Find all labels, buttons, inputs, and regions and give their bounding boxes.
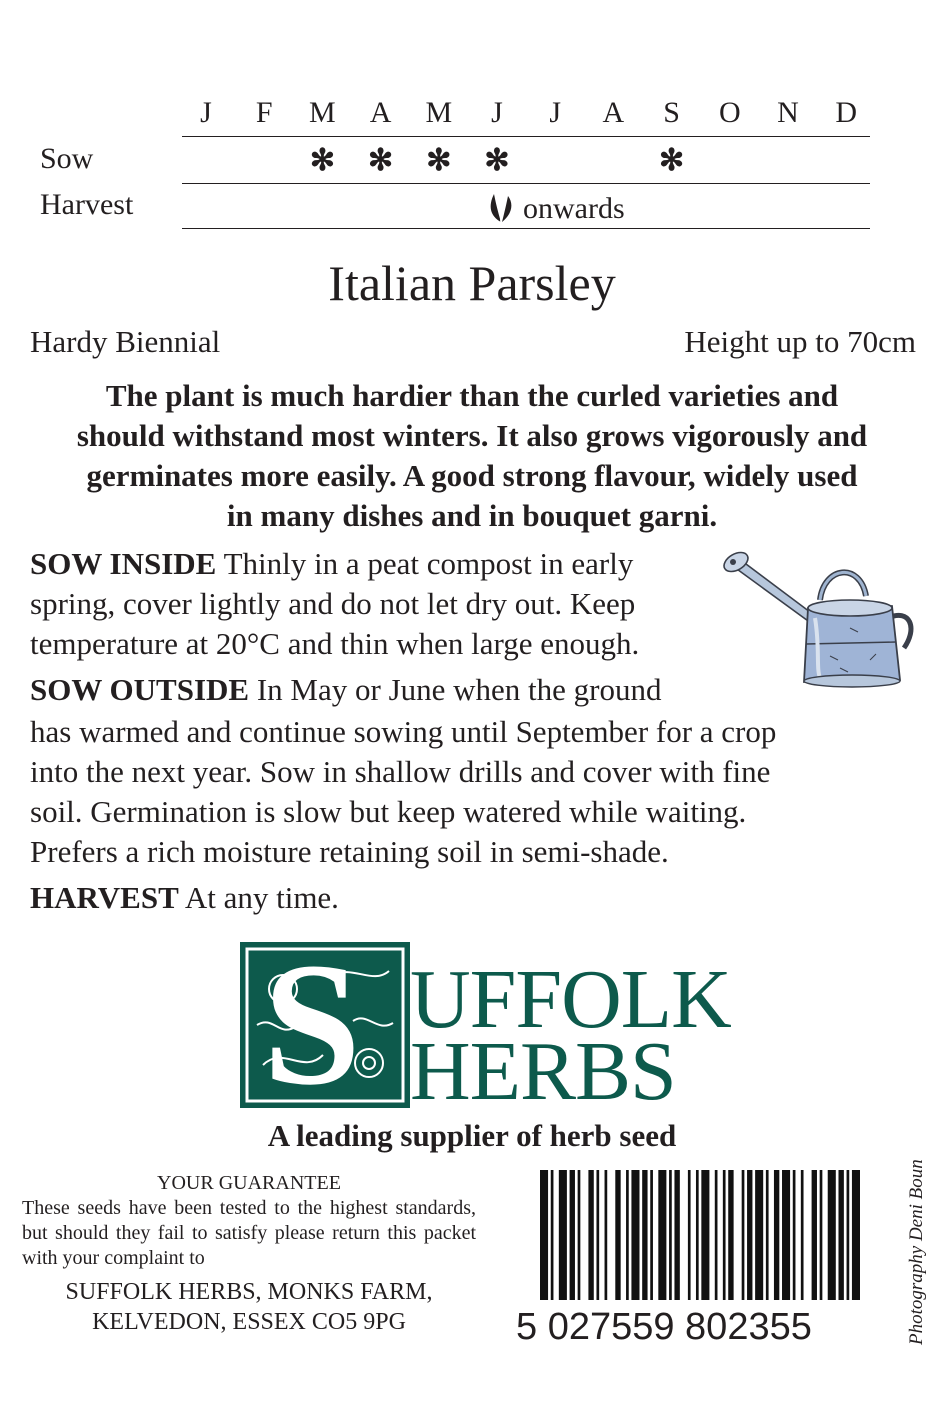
- barcode-bar: [852, 1170, 860, 1300]
- sow-marker: ✻: [484, 144, 510, 177]
- harvest-heading: HARVEST: [30, 880, 179, 915]
- plant-name: Italian Parsley: [328, 255, 616, 311]
- plant-type: Hardy Biennial: [30, 324, 221, 359]
- logo-word-herbs: HERBS: [410, 1025, 676, 1118]
- calendar-rule: [182, 136, 870, 137]
- sow-inside-line: spring, cover lightly and do not let dry out. Keep: [30, 586, 636, 621]
- barcode-bar: [540, 1170, 548, 1300]
- barcode-bar: [701, 1170, 709, 1300]
- barcode-bar: [626, 1170, 629, 1300]
- barcode-bar: [723, 1170, 726, 1300]
- address-line: KELVEDON, ESSEX CO5 9PG: [92, 1309, 406, 1335]
- logo-initial-block: [240, 927, 410, 1122]
- barcode-bar: [551, 1170, 554, 1300]
- sow-inside-heading: SOW INSIDE: [30, 546, 217, 581]
- watering-can-icon: [720, 548, 920, 693]
- month-label: D: [835, 96, 858, 129]
- sow-outside-line: has warmed and continue sowing until September for a crop: [30, 714, 777, 749]
- barcode-bar: [578, 1170, 581, 1300]
- month-label: S: [663, 96, 680, 129]
- barcode-bar: [658, 1170, 666, 1300]
- plant-height: Height up to 70cm: [684, 324, 916, 359]
- barcode-bar: [812, 1170, 817, 1300]
- sow-marker: ✻: [659, 144, 685, 177]
- sow-inside-line: temperature at 20°C and thin when large enough.: [30, 626, 640, 661]
- month-label: F: [255, 96, 273, 129]
- month-label: M: [425, 96, 453, 129]
- barcode-bar: [747, 1170, 752, 1300]
- month-label: J: [491, 96, 503, 129]
- harvest-line: HARVEST At any time.: [30, 880, 339, 915]
- month-label: M: [309, 96, 336, 129]
- barcode-bar: [728, 1170, 733, 1300]
- barcode-bar: [570, 1170, 575, 1300]
- logo-word-suffolk: UFFOLK: [410, 953, 731, 1046]
- sow-outside-heading: SOW OUTSIDE: [30, 672, 250, 707]
- intro-paragraph: [22, 376, 922, 536]
- intro-line: germinates more easily. A good strong flavour, widely used: [86, 458, 858, 493]
- barcode-bar: [715, 1170, 718, 1300]
- logo-initial: S: [263, 927, 361, 1122]
- sow-label: Sow: [40, 142, 94, 175]
- barcode-bar: [828, 1170, 836, 1300]
- month-label: J: [200, 96, 212, 129]
- barcode-bar: [650, 1170, 653, 1300]
- intro-line: The plant is much hardier than the curled varieties and: [105, 378, 839, 413]
- leaf-icon: [486, 190, 518, 224]
- sow-marker: ✻: [368, 144, 394, 177]
- sow-inside-line: SOW INSIDE Thinly in a peat compost in early: [30, 546, 634, 581]
- harvest-text: onwards: [523, 192, 625, 225]
- month-label: N: [777, 96, 799, 129]
- barcode-bar: [755, 1170, 763, 1300]
- barcode-bar: [615, 1170, 620, 1300]
- month-label: J: [549, 96, 562, 129]
- barcode-bar: [774, 1170, 779, 1300]
- address-line: SUFFOLK HERBS, MONKS FARM,: [65, 1279, 433, 1305]
- sow-marker: ✻: [309, 144, 335, 177]
- barcode: [540, 1170, 860, 1300]
- calendar-rule: [182, 183, 870, 184]
- barcode-bar: [820, 1170, 823, 1300]
- guarantee-heading: YOUR GUARANTEE: [157, 1172, 341, 1194]
- barcode-bar: [559, 1170, 567, 1300]
- barcode-bar: [674, 1170, 679, 1300]
- barcode-bar: [766, 1170, 769, 1300]
- sow-marker: ✻: [426, 144, 452, 177]
- barcode-bar: [669, 1170, 672, 1300]
- barcode-bar: [642, 1170, 647, 1300]
- barcode-bar: [631, 1170, 639, 1300]
- barcode-bar: [742, 1170, 745, 1300]
- barcode-bar: [847, 1170, 850, 1300]
- barcode-bar: [801, 1170, 804, 1300]
- barcode-bar: [605, 1170, 608, 1300]
- barcode-bar: [588, 1170, 593, 1300]
- tagline: A leading supplier of herb seed: [267, 1118, 677, 1153]
- harvest-label: Harvest: [40, 188, 134, 221]
- barcode-digits: 5 027559 802355: [516, 1306, 812, 1348]
- intro-line: should withstand most winters. It also grows vigorously and: [76, 418, 868, 453]
- month-label: A: [602, 96, 625, 129]
- month-label: O: [718, 96, 741, 129]
- sow-outside-line: Prefers a rich moisture retaining soil in semi-shade.: [30, 834, 669, 869]
- month-label: A: [369, 96, 392, 129]
- barcode-bar: [596, 1170, 599, 1300]
- calendar-rule: [182, 228, 870, 229]
- intro-line: in many dishes and in bouquet garni.: [226, 498, 718, 533]
- barcode-bar: [793, 1170, 796, 1300]
- barcode-bar: [838, 1170, 843, 1300]
- guarantee-text: These seeds have been tested to the highest standards, but should they fail to satisfy please return this packet with your complaint to: [22, 1197, 476, 1269]
- sow-outside-line: soil. Germination is slow but keep watered while waiting.: [30, 794, 747, 829]
- barcode-bar: [782, 1170, 790, 1300]
- barcode-bar: [688, 1170, 691, 1300]
- sow-outside-line: SOW OUTSIDE In May or June when the ground: [30, 672, 662, 707]
- barcode-bar: [696, 1170, 699, 1300]
- sow-outside-line: into the next year. Sow in shallow drills and cover with fine: [30, 754, 771, 789]
- photo-credit: Photography Deni Boun: [906, 1159, 927, 1345]
